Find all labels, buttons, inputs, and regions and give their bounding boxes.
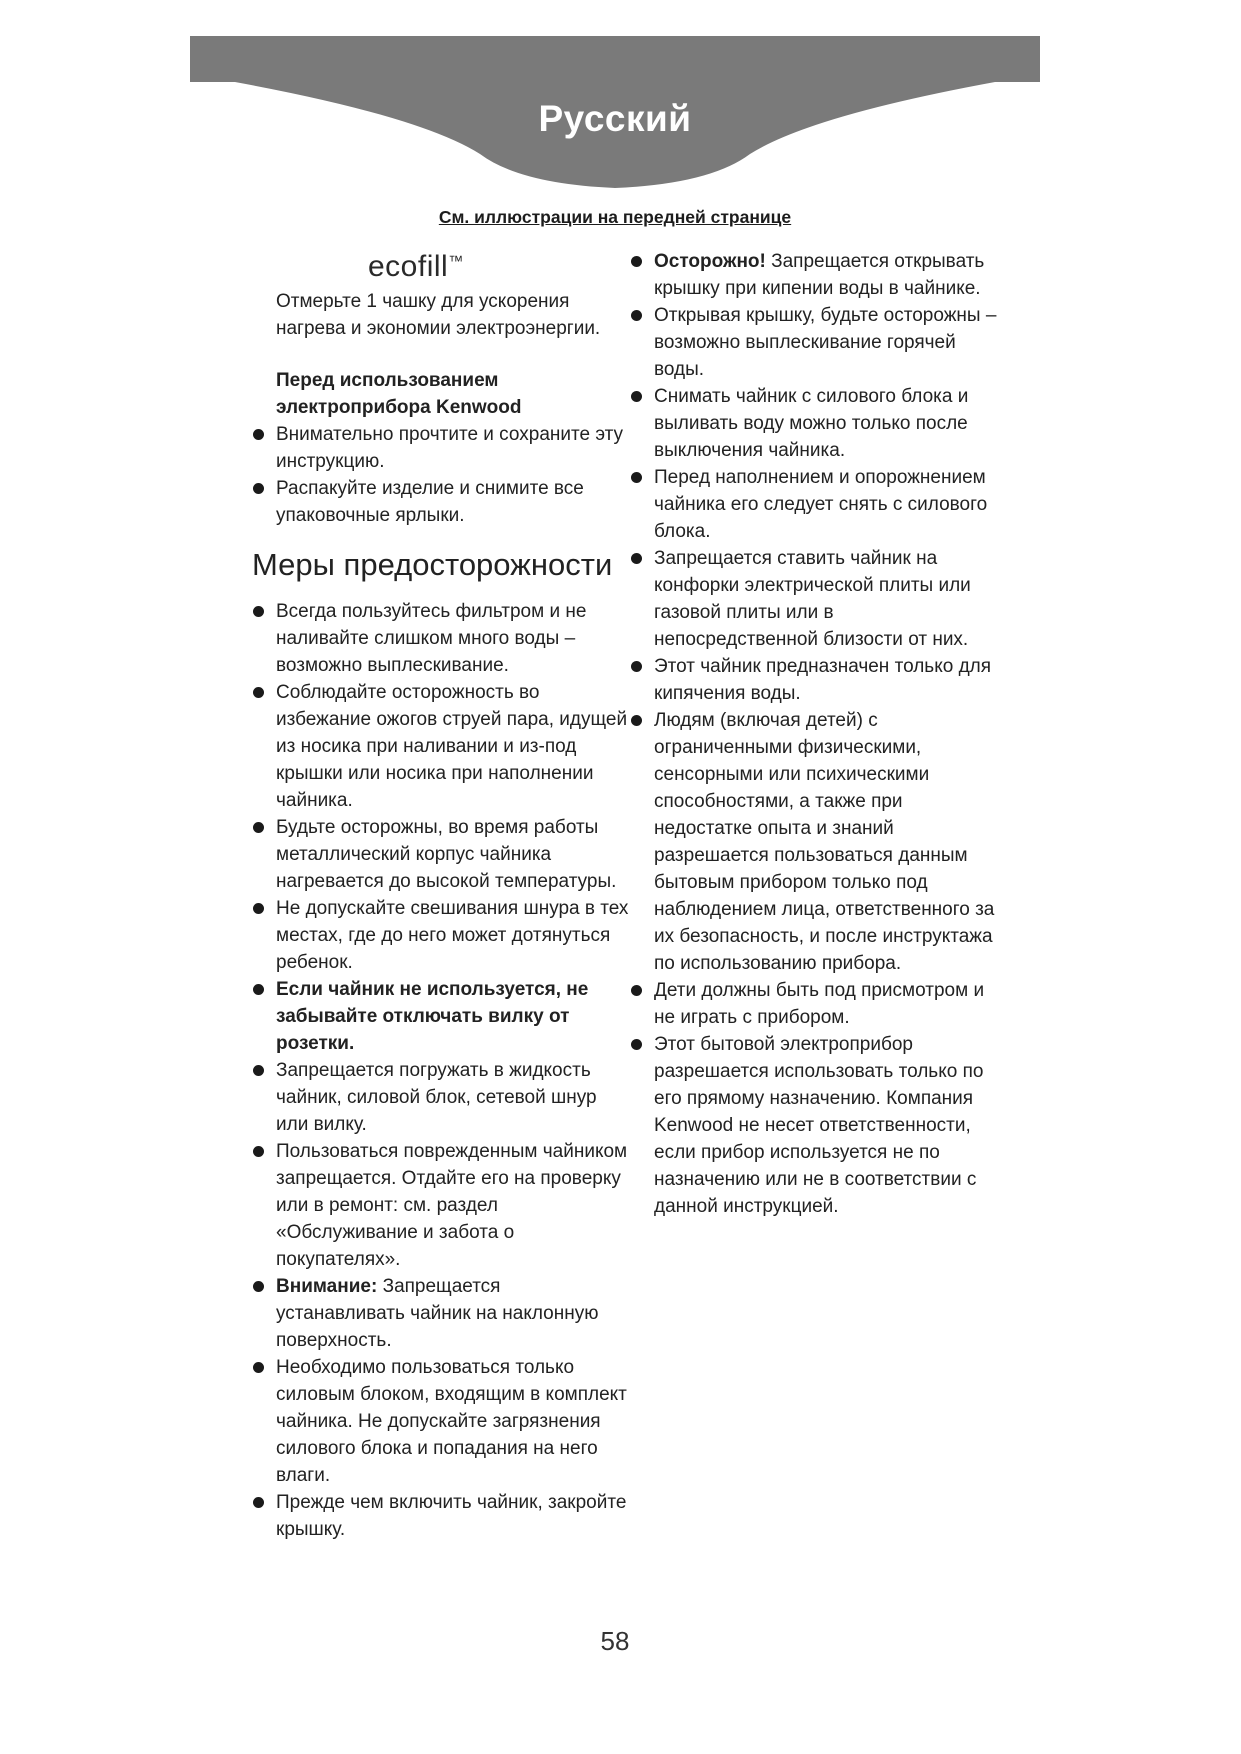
left-column — [252, 248, 632, 1543]
bold-lead: Внимание: — [276, 1276, 378, 1297]
list-item — [630, 302, 1000, 383]
list-item — [252, 1354, 632, 1489]
list-item — [630, 977, 1000, 1031]
list-item — [630, 383, 1000, 464]
list-item — [252, 814, 632, 895]
item-text: Запрещается ставить чайник на конфорки электрической плиты или газовой плиты или в непосредственной близости от них. — [654, 548, 971, 650]
section-title: Меры предосторожности — [252, 547, 613, 582]
item-text: Запрещается устанавливать чайник на наклонную поверхность. — [276, 1276, 599, 1351]
page-number: 58 — [600, 1626, 630, 1656]
ecofill-text: Отмерьте 1 чашку для ускорения нагрева и экономии электроэнергии. — [276, 291, 601, 339]
list-item — [630, 545, 1000, 653]
item-text: Будьте осторожны, во время работы металлический корпус чайника нагревается до высокой температуры. — [276, 817, 617, 892]
list-item — [630, 707, 1000, 977]
safety-list-right — [630, 248, 1000, 1220]
item-text: Открывая крышку, будьте осторожны – возможно выплескивание горячей воды. — [654, 305, 997, 380]
list-item — [630, 248, 1000, 302]
bold-lead: Осторожно! — [654, 251, 766, 272]
right-column — [630, 248, 1000, 1220]
list-item — [252, 1273, 632, 1354]
item-text: Необходимо пользоваться только силовым блоком, входящим в комплект чайника. Не допускайте загрязнения силового блока и попадания на него влаги. — [276, 1357, 627, 1486]
list-item — [252, 1138, 632, 1273]
before-use-list — [252, 421, 632, 529]
bold-lead: Если чайник не используется, не забывайте отключать вилку от розетки. — [276, 979, 589, 1054]
item-text: Пользоваться поврежденным чайником запрещается. Отдайте его на проверку или в ремонт: см. раздел «Обслуживание и забота о покупателях». — [276, 1141, 628, 1270]
header-band — [190, 36, 1040, 196]
item-text: Дети должны быть под присмотром и не играть с прибором. — [654, 980, 985, 1028]
item-text: Этот чайник предназначен только для кипячения воды. — [654, 656, 992, 704]
illustrations-note: См. иллюстрации на передней странице — [438, 207, 792, 227]
list-item — [252, 1057, 632, 1138]
item-text: Снимать чайник с силового блока и выливать воду можно только после выключения чайника. — [654, 386, 969, 461]
item-text: Всегда пользуйтесь фильтром и не наливайте слишком много воды – возможно выплескивание. — [276, 601, 587, 676]
safety-list-left — [252, 598, 632, 1543]
item-text: Этот бытовой электроприбор разрешается использовать только по его прямому назначению. Компания Kenwood не несет ответственности, если прибор используется не по назначению или не в соответствии с данной инструкцией. — [654, 1034, 984, 1217]
list-item: Внимательно прочтите и сохраните эту инструкцию. — [252, 421, 632, 475]
list-item — [630, 464, 1000, 545]
item-text: Прежде чем включить чайник, закройте крышку. — [276, 1492, 627, 1540]
item-text: Соблюдайте осторожность во избежание ожогов струей пара, идущей из носика при наливании и из-под крышки или носика при наполнении чайника. — [276, 682, 628, 811]
list-item — [630, 1031, 1000, 1220]
item-text: Запрещается погружать в жидкость чайник, силовой блок, сетевой шнур или вилку. — [276, 1060, 597, 1135]
list-item — [252, 679, 632, 814]
list-item: Распакуйте изделие и снимите все упаковочные ярлыки. — [252, 475, 632, 529]
item-text: Запрещается открывать крышку при кипении воды в чайнике. — [654, 251, 985, 299]
list-item — [252, 895, 632, 976]
item-text: Не допускайте свешивания шнура в тех местах, где до него может дотянуться ребенок. — [276, 898, 629, 973]
list-item — [252, 1489, 632, 1543]
item-text: Перед наполнением и опорожнением чайника его следует снять с силового блока. — [654, 467, 988, 542]
language-title: Русский — [538, 98, 692, 139]
ecofill-logo: ecofill™ — [368, 250, 464, 283]
list-item — [630, 653, 1000, 707]
list-item — [252, 598, 632, 679]
before-use-heading: Перед использованием электроприбора Kenwood — [276, 370, 522, 418]
item-text: Людям (включая детей) с ограниченными физическими, сенсорными или психическими способностями, а также при недостатке опыта и знаний разрешается пользоваться данным бытовым прибором только под наблюдением лица, ответственного за их безопасность, и после инструктажа по использованию прибора. — [654, 710, 995, 974]
list-item — [252, 976, 632, 1057]
